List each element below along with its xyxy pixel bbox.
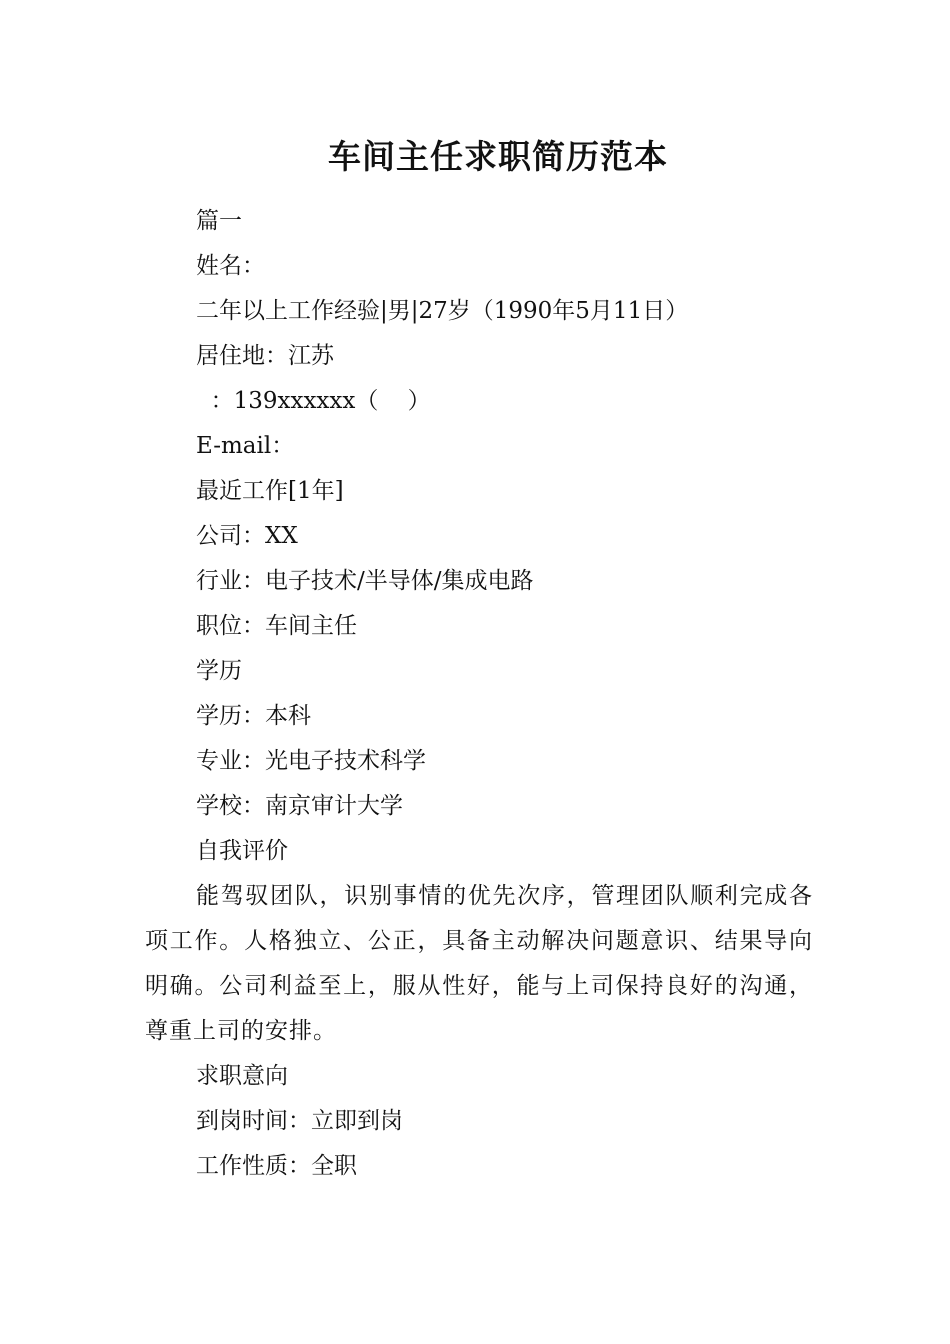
document-title: 车间主任求职简历范本 bbox=[328, 137, 668, 176]
experience-gender-age-line: 二年以上工作经验|男|27岁（1990年5月11日） bbox=[196, 298, 689, 324]
phone-line: ：139xxxxxx（ ） bbox=[196, 388, 431, 414]
section-heading-part-one: 篇一 bbox=[196, 208, 242, 234]
school-line: 学校：南京审计大学 bbox=[196, 793, 403, 819]
self-evaluation-paragraph: 能驾驭团队，识别事情的优先次序，管理团队顺利完成各项工作。人格独立、公正，具备主动解决问题意识、结果导向明确。公司利益至上，服从性好，能与上司保持良好的沟通，尊重上司的安排。 bbox=[145, 883, 813, 1044]
industry-line: 行业：电子技术/半导体/集成电路 bbox=[196, 568, 534, 594]
self-evaluation-heading: 自我评价 bbox=[196, 838, 288, 864]
availability-line: 到岗时间：立即到岗 bbox=[196, 1108, 403, 1134]
education-heading: 学历 bbox=[196, 658, 242, 684]
recent-work-heading: 最近工作[1年] bbox=[196, 478, 344, 504]
name-line: 姓名： bbox=[196, 253, 265, 279]
company-line: 公司：XX bbox=[196, 523, 298, 549]
residence-line: 居住地：江苏 bbox=[196, 343, 334, 369]
job-type-line: 工作性质：全职 bbox=[196, 1153, 357, 1179]
position-line: 职位：车间主任 bbox=[196, 613, 357, 639]
job-intent-heading: 求职意向 bbox=[196, 1063, 288, 1089]
major-line: 专业：光电子技术科学 bbox=[196, 748, 426, 774]
degree-line: 学历：本科 bbox=[196, 703, 311, 729]
email-line: E-mail： bbox=[196, 433, 295, 459]
